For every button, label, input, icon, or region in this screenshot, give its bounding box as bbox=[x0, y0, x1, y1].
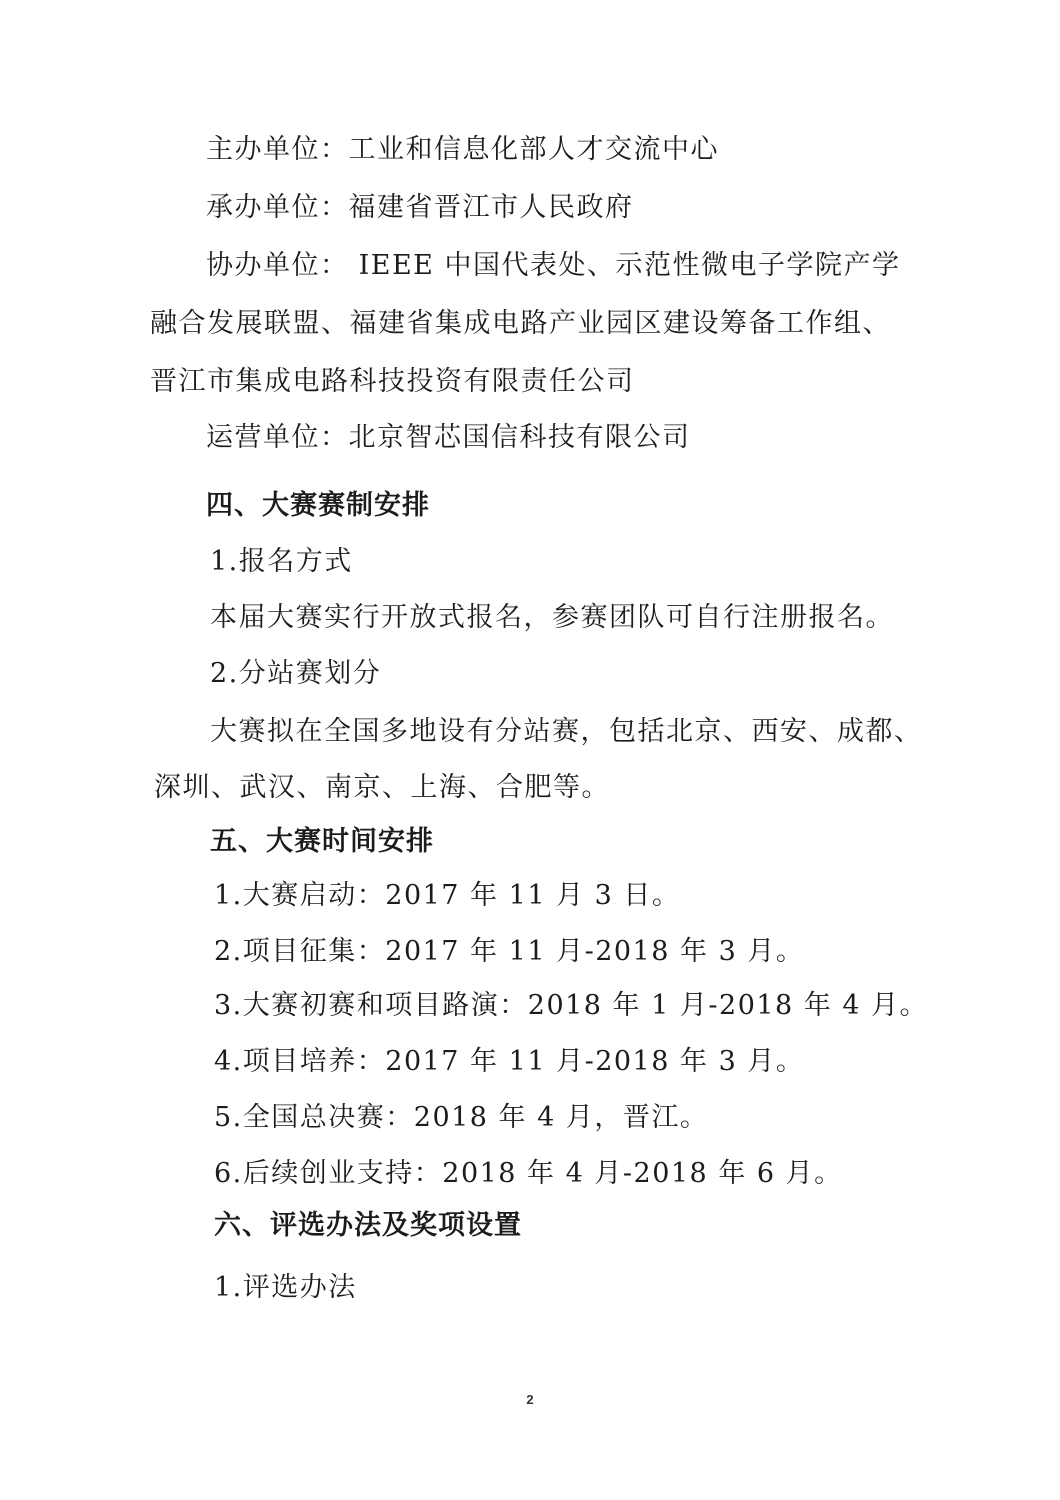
schedule-item: 6.后续创业支持：2018 年 4 月-2018 年 6 月。 bbox=[214, 1158, 843, 1189]
section-4-item-1-text: 本届大赛实行开放式报名，参赛团队可自行注册报名。 bbox=[210, 602, 894, 633]
host-unit: 主办单位：工业和信息化部人才交流中心 bbox=[206, 134, 719, 165]
schedule-item: 4.项目培养：2017 年 11 月-2018 年 3 月。 bbox=[214, 1046, 805, 1077]
co-organizer-line-2: 融合发展联盟、福建省集成电路产业园区建设筹备工作组、 bbox=[150, 308, 891, 339]
operator-unit: 运营单位：北京智芯国信科技有限公司 bbox=[206, 422, 691, 453]
section-4-heading: 四、大赛赛制安排 bbox=[206, 490, 430, 521]
schedule-item: 1.大赛启动：2017 年 11 月 3 日。 bbox=[214, 880, 681, 911]
schedule-item: 5.全国总决赛：2018 年 4 月，晋江。 bbox=[214, 1102, 709, 1133]
section-6-heading: 六、评选办法及奖项设置 bbox=[214, 1210, 522, 1241]
co-organizer-line-1: 协办单位： IEEE 中国代表处、示范性微电子学院产学 bbox=[206, 250, 901, 281]
section-4-item-1-title: 1.报名方式 bbox=[210, 546, 353, 577]
section-4-item-2-text-line-1: 大赛拟在全国多地设有分站赛，包括北京、西安、成都、 bbox=[210, 716, 923, 747]
section-4-item-2-text-line-2: 深圳、武汉、南京、上海、合肥等。 bbox=[154, 772, 610, 803]
undertaker-unit: 承办单位：福建省晋江市人民政府 bbox=[206, 192, 634, 223]
schedule-item: 3.大赛初赛和项目路演：2018 年 1 月-2018 年 4 月。 bbox=[214, 990, 929, 1021]
page-number: 2 bbox=[526, 1392, 534, 1407]
section-4-item-2-title: 2.分站赛划分 bbox=[210, 658, 382, 689]
schedule-item: 2.项目征集：2017 年 11 月-2018 年 3 月。 bbox=[214, 936, 805, 967]
co-organizer-line-3: 晋江市集成电路科技投资有限责任公司 bbox=[150, 366, 635, 397]
section-5-heading: 五、大赛时间安排 bbox=[210, 826, 434, 857]
section-6-item-1-title: 1.评选办法 bbox=[214, 1272, 357, 1303]
